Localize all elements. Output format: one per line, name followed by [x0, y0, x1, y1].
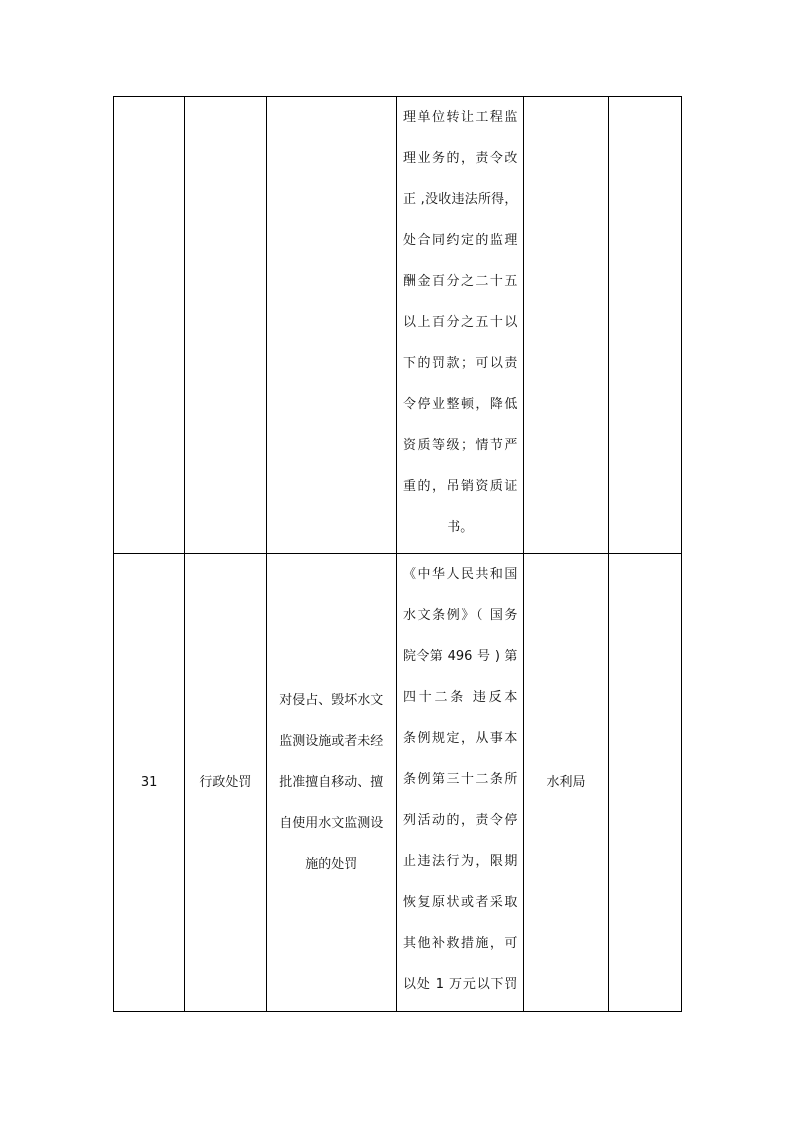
legal-basis-line: 条例第三十二条所: [402, 772, 518, 787]
legal-basis-line: 恢复原状或者采取: [402, 895, 518, 910]
legal-basis-line: 正 ,没收违法所得，: [402, 192, 518, 207]
legal-basis-line: 水文条例》（ 国务: [402, 608, 518, 623]
serial-number-cell: 31: [114, 554, 185, 1012]
legal-basis-line: 止违法行为，限期: [402, 854, 518, 869]
legal-basis-line: 《中华人民共和国: [402, 567, 518, 582]
remark-cell: [608, 554, 681, 1012]
legal-basis-line: 以处 1 万元以下罚: [402, 977, 518, 992]
serial-number-cell: [114, 97, 185, 554]
legal-basis-line: 酬金百分之二十五: [402, 274, 518, 289]
department-cell: 水利局: [524, 554, 608, 1012]
item-name-line: 对侵占、毁坏水文: [279, 693, 384, 708]
legal-basis-line: 以上百分之五十以: [402, 315, 518, 330]
legal-basis-cell: [396, 554, 523, 1012]
legal-basis-line: 下的罚款；可以责: [402, 356, 518, 371]
remark-cell: [608, 97, 681, 554]
legal-basis-cell: [396, 97, 523, 554]
legal-basis-line: 重的，吊销资质证: [402, 479, 518, 494]
power-list-table: [113, 96, 682, 1012]
item-name-line: 监测设施或者未经: [279, 734, 384, 749]
table-row: [114, 554, 682, 1012]
legal-basis-line: 理单位转让工程监: [402, 110, 518, 125]
legal-basis-line: 处合同约定的监理: [402, 233, 518, 248]
category-cell: [185, 97, 266, 554]
item-name-line: 自使用水文监测设: [279, 816, 384, 831]
item-name-line: 批准擅自移动、擅: [279, 775, 384, 790]
legal-basis-line: 四十二条 违反本: [402, 690, 518, 705]
legal-basis-line: 理业务的，责令改: [402, 151, 518, 166]
item-name-cell: [266, 554, 396, 1012]
legal-basis-line: 院令第 496 号 ) 第: [402, 649, 518, 664]
department-cell: [524, 97, 608, 554]
legal-basis-line: 条例规定，从事本: [402, 731, 518, 746]
item-name-cell: [266, 97, 396, 554]
legal-basis-line: 资质等级；情节严: [402, 438, 518, 453]
legal-basis-line: 列活动的，责令停: [402, 813, 518, 828]
legal-basis-line: 书。: [447, 520, 474, 535]
item-name-line: 施的处罚: [305, 857, 358, 872]
legal-basis-line: 令停业整顿，降低: [402, 397, 518, 412]
category-cell: 行政处罚: [185, 554, 266, 1012]
legal-basis-line: 其他补救措施，可: [402, 936, 518, 951]
table-row: [114, 97, 682, 554]
